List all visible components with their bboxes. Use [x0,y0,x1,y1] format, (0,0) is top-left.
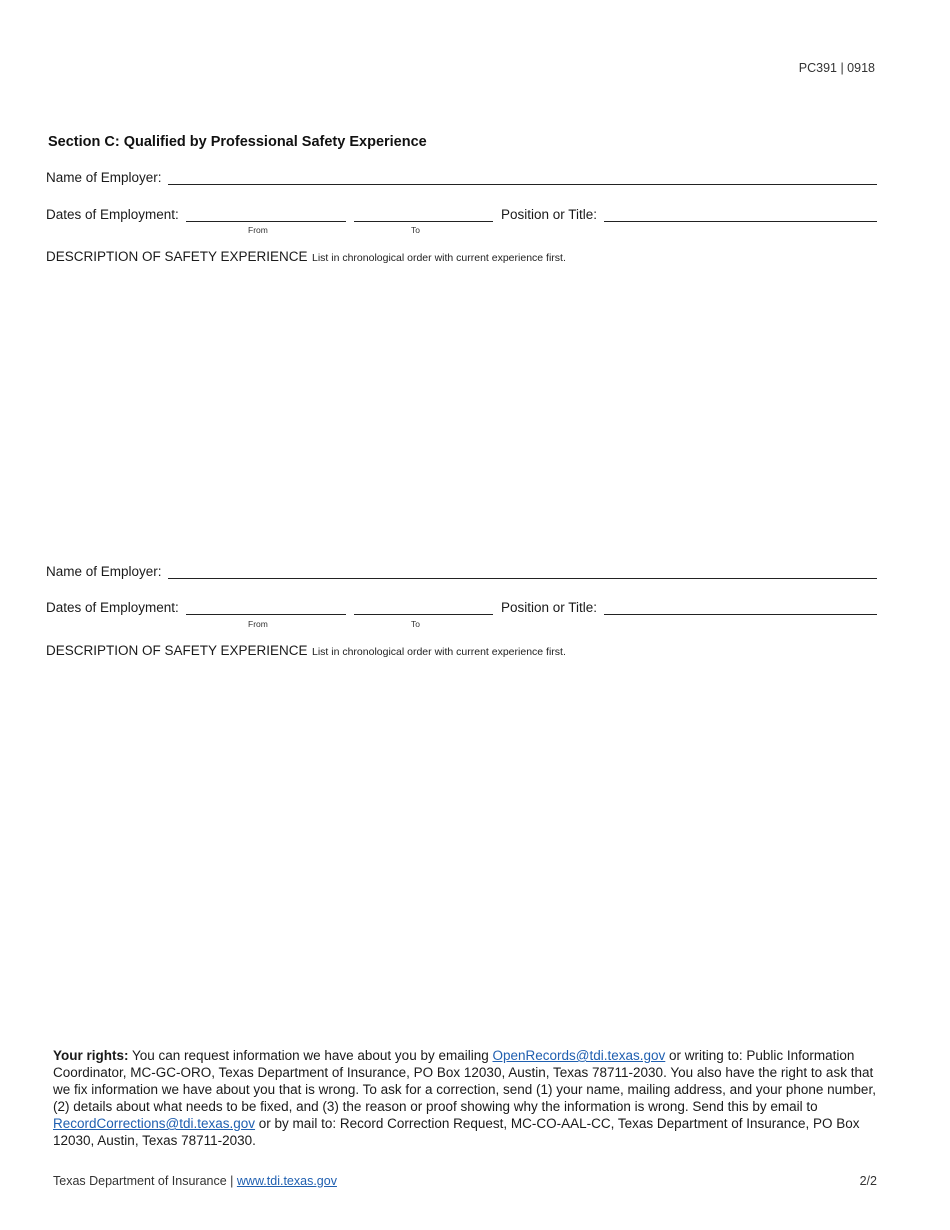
to-caption: To [411,225,420,235]
footer-org-name: Texas Department of Insurance | [53,1174,237,1188]
dates-label: Dates of Employment: [46,600,179,615]
rights-text-2: or writing to: Public Information Coordinator, MC-GC-ORO, Texas Department of Insurance, PO Box 12030, Austin, Texas 78711-2030. You also have the right to ask that we fix information we have about you that is wrong. To ask for a correction, send (1) your name, mailing address, and your phone number, (2) details about what needs to be fixed, and (3) the reason or proof showing why the information is wrong. Send this by email to [53,1048,876,1114]
from-caption: From [248,225,268,235]
section-title: Section C: Qualified by Professional Safety Experience [48,134,427,150]
footer-org [53,1174,337,1188]
rights-lead: Your rights: [53,1048,129,1063]
employer-label: Name of Employer: [46,564,162,579]
date-to-field[interactable] [354,221,493,222]
position-label: Position or Title: [501,207,598,222]
position-label: Position or Title: [501,600,598,615]
description-heading: DESCRIPTION OF SAFETY EXPERIENCE [46,643,308,658]
employer-name-field[interactable] [168,578,877,579]
dates-label: Dates of Employment: [46,207,179,222]
description-area[interactable] [46,272,877,552]
website-link[interactable]: www.tdi.texas.gov [236,1174,337,1188]
to-caption: To [411,619,420,629]
employer-name-field[interactable] [168,184,877,185]
description-note: List in chronological order with current experience first. [312,252,566,264]
record-corrections-email-link[interactable]: RecordCorrections@tdi.texas.gov [53,1116,256,1131]
position-field[interactable] [604,614,877,615]
form-number: PC391 | 0918 [798,61,875,75]
page-number: 2/2 [859,1174,877,1188]
rights-text-1: You can request information we have about you by emailing [128,1048,493,1063]
employer-label: Name of Employer: [46,170,162,185]
date-from-field[interactable] [186,221,346,222]
open-records-email-link[interactable]: OpenRecords@tdi.texas.gov [492,1048,666,1063]
date-from-field[interactable] [186,614,346,615]
rights-notice [53,1047,893,1149]
rights-text-3: or by mail to: Record Correction Request, MC-CO-AAL-CC, Texas Department of Insurance, PO Box 12030, Austin, Texas 78711-2030. [53,1116,860,1148]
position-field[interactable] [604,221,877,222]
description-heading: DESCRIPTION OF SAFETY EXPERIENCE [46,249,308,264]
date-to-field[interactable] [354,614,493,615]
description-note: List in chronological order with current experience first. [312,646,566,658]
description-area[interactable] [46,666,877,1026]
from-caption: From [248,619,268,629]
